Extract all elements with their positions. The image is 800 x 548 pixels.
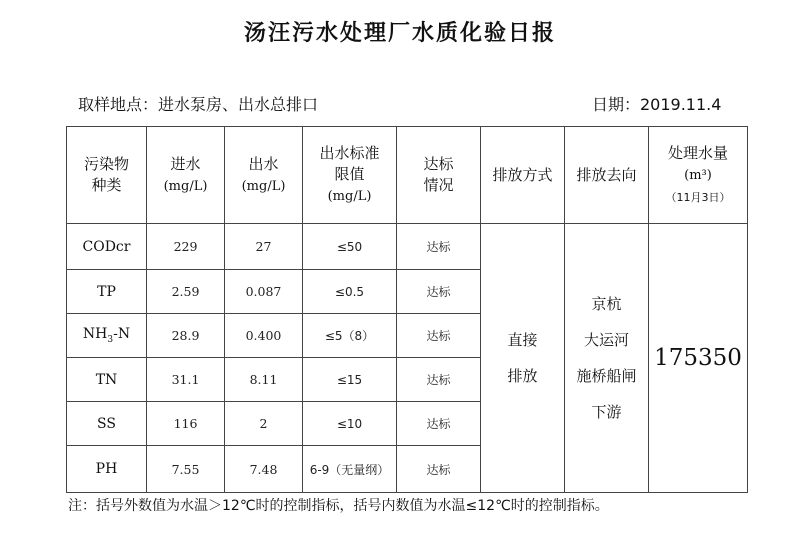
header-status: 达标 情况 (397, 127, 481, 224)
limit-value: ≤0.5 (303, 270, 397, 314)
header-effluent: 出水 (mg/L) (225, 127, 303, 224)
discharge-method-cell: 直接 排放 (481, 224, 565, 493)
status-value: 达标 (397, 358, 481, 402)
pollutant-name: TP (67, 270, 147, 314)
effluent-value: 27 (225, 224, 303, 270)
footnote: 注：括号外数值为水温＞12℃时的控制指标，括号内数值为水温≤12℃时的控制指标。 (68, 498, 609, 514)
header-limit: 出水标准 限值 (mg/L) (303, 127, 397, 224)
report-title: 汤汪污水处理厂水质化验日报 (243, 21, 556, 46)
effluent-value: 7.48 (225, 446, 303, 493)
limit-value: ≤5（8） (303, 314, 397, 358)
header-discharge-destination: 排放去向 (565, 127, 649, 224)
limit-value: ≤15 (303, 358, 397, 402)
header-row (67, 127, 748, 224)
treated-volume: 175350 (649, 224, 748, 493)
influent-value: 31.1 (147, 358, 225, 402)
status-value: 达标 (397, 224, 481, 270)
status-value: 达标 (397, 270, 481, 314)
limit-value: ≤10 (303, 402, 397, 446)
influent-value: 7.55 (147, 446, 225, 493)
sampling-location: 取样地点：进水泵房、出水总排口 (78, 95, 319, 114)
limit-value: 6-9（无量纲） (303, 446, 397, 493)
status-value: 达标 (397, 314, 481, 358)
pollutant-name: SS (67, 402, 147, 446)
status-value: 达标 (397, 402, 481, 446)
table-row (67, 224, 748, 270)
pollutant-name: CODcr (67, 224, 147, 270)
influent-value: 2.59 (147, 270, 225, 314)
effluent-value: 2 (225, 402, 303, 446)
status-value: 达标 (397, 446, 481, 493)
pollutant-name: TN (67, 358, 147, 402)
header-discharge-method: 排放方式 (481, 127, 565, 224)
header-volume: 处理水量 (m³) （11月3日） (649, 127, 748, 224)
effluent-value: 8.11 (225, 358, 303, 402)
effluent-value: 0.087 (225, 270, 303, 314)
pollutant-name: $NH_3-N$ (67, 314, 147, 358)
influent-value: 229 (147, 224, 225, 270)
effluent-value: 0.400 (225, 314, 303, 358)
water-quality-table (66, 126, 748, 493)
pollutant-name: PH (67, 446, 147, 493)
limit-value: ≤50 (303, 224, 397, 270)
header-influent: 进水 (mg/L) (147, 127, 225, 224)
report-date: 日期：2019.11.4 (592, 95, 722, 114)
influent-value: 116 (147, 402, 225, 446)
influent-value: 28.9 (147, 314, 225, 358)
header-pollutant: 污染物 种类 (67, 127, 147, 224)
discharge-destination-cell: 京杭 大运河 施桥船闸 下游 (565, 224, 649, 493)
